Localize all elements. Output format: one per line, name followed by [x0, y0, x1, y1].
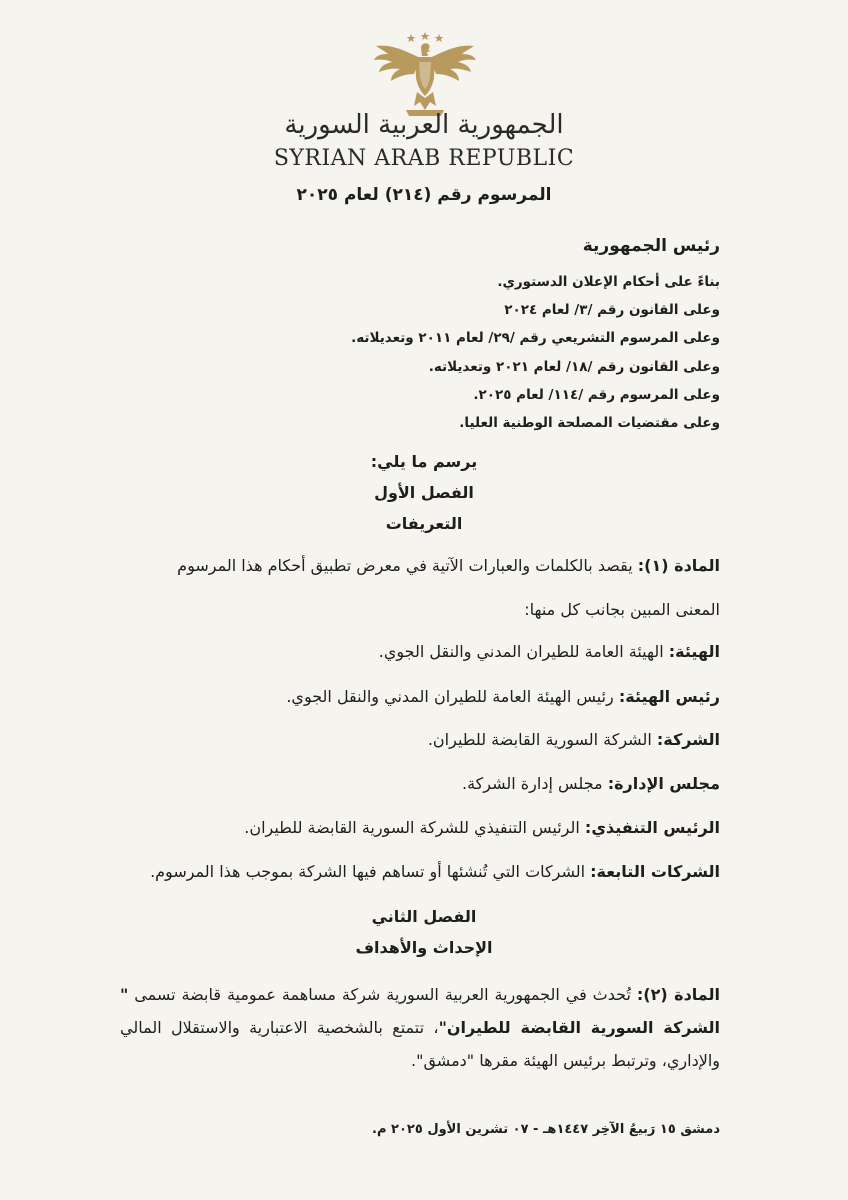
chapter2-title: الفصل الثاني — [371, 907, 477, 926]
definition-text: الهيئة العامة للطيران المدني والنقل الجوي. — [378, 642, 669, 661]
definition-item — [462, 774, 720, 793]
definition-text: الشركة السورية القابضة للطيران. — [427, 730, 657, 749]
definition-text: مجلس إدارة الشركة. — [462, 774, 608, 793]
preamble-line: وعلى القانون رقم /١٨/ لعام ٢٠٢١ وتعديلاته. — [428, 358, 720, 375]
definition-text: الشركات التي تُنشئها أو تساهم فيها الشركة بموجب هذا المرسوم. — [150, 862, 591, 881]
definition-term: مجلس الإدارة: — [607, 774, 720, 793]
chapter1-title: الفصل الأول — [374, 483, 474, 502]
preamble-line: وعلى المرسوم رقم /١١٤/ لعام ٢٠٢٥. — [473, 386, 720, 403]
definition-item — [150, 862, 720, 881]
article2-text-b: ، تتمتع بالشخصية الاعتبارية والاستقلال المالي والإداري، وترتبط برئيس الهيئة مقرها "دمشق". — [120, 1018, 720, 1070]
chapter1-subtitle: التعريفات — [385, 514, 463, 533]
preamble — [100, 268, 720, 437]
preamble-line: وعلى القانون رقم /٣/ لعام ٢٠٢٤ — [504, 302, 720, 319]
president-heading: رئيس الجمهورية — [582, 236, 720, 256]
definition-item — [428, 730, 720, 749]
definition-term: الرئيس التنفيذي: — [584, 818, 720, 837]
article2-paragraph — [120, 978, 720, 1077]
definition-item — [379, 642, 720, 661]
article1-text: يقصد بالكلمات والعبارات الآتية في معرض تطبيق أحكام هذا المرسوم — [177, 556, 638, 575]
definition-term: الهيئة: — [668, 642, 720, 661]
definition-term: رئيس الهيئة: — [618, 687, 720, 706]
article2-label: المادة (٢): — [636, 985, 721, 1004]
state-name-english: SYRIAN ARAB REPUBLIC — [273, 146, 575, 171]
definition-term: الشركات التابعة: — [590, 862, 720, 881]
definition-text: رئيس الهيئة العامة للطيران المدني والنقل الجوي. — [286, 687, 619, 706]
preamble-line: وعلى المرسوم التشريعي رقم /٢٩/ لعام ٢٠١١ وتعديلاته. — [351, 330, 720, 347]
preamble-line: وعلى مقتضيات المصلحة الوطنية العليا. — [459, 415, 720, 432]
definition-item — [244, 818, 720, 837]
chapter2-subtitle: الإحداث والأهداف — [355, 938, 493, 957]
decrees-heading: يرسم ما يلي: — [370, 452, 478, 471]
definition-item — [286, 687, 720, 706]
definition-term: الشركة: — [656, 730, 720, 749]
article1-label: المادة (١): — [637, 556, 720, 575]
decree-title: المرسوم رقم (٢١٤) لعام ٢٠٢٥ — [296, 185, 552, 205]
company-name: " الشركة السورية القابضة للطيران" — [120, 985, 720, 1037]
article2-text-a: تُحدث في الجمهورية العربية السورية شركة مساهمة عمومية قابضة تسمى — [128, 985, 637, 1004]
state-name-arabic: الجمهورية العربية السورية — [284, 110, 564, 140]
eagle-emblem-icon — [370, 30, 480, 120]
article1-line2: المعنى المبين بجانب كل منها: — [524, 600, 720, 619]
definition-text: الرئيس التنفيذي للشركة السورية القابضة للطيران. — [244, 818, 585, 837]
issue-date: دمشق ١٥ رَبيعُ الآخِر ١٤٤٧هـ - ٠٧ تشرين الأول ٢٠٢٥ م. — [372, 1122, 720, 1137]
preamble-line: بناءً على أحكام الإعلان الدستوري. — [497, 274, 720, 290]
article1-line1 — [177, 556, 720, 575]
